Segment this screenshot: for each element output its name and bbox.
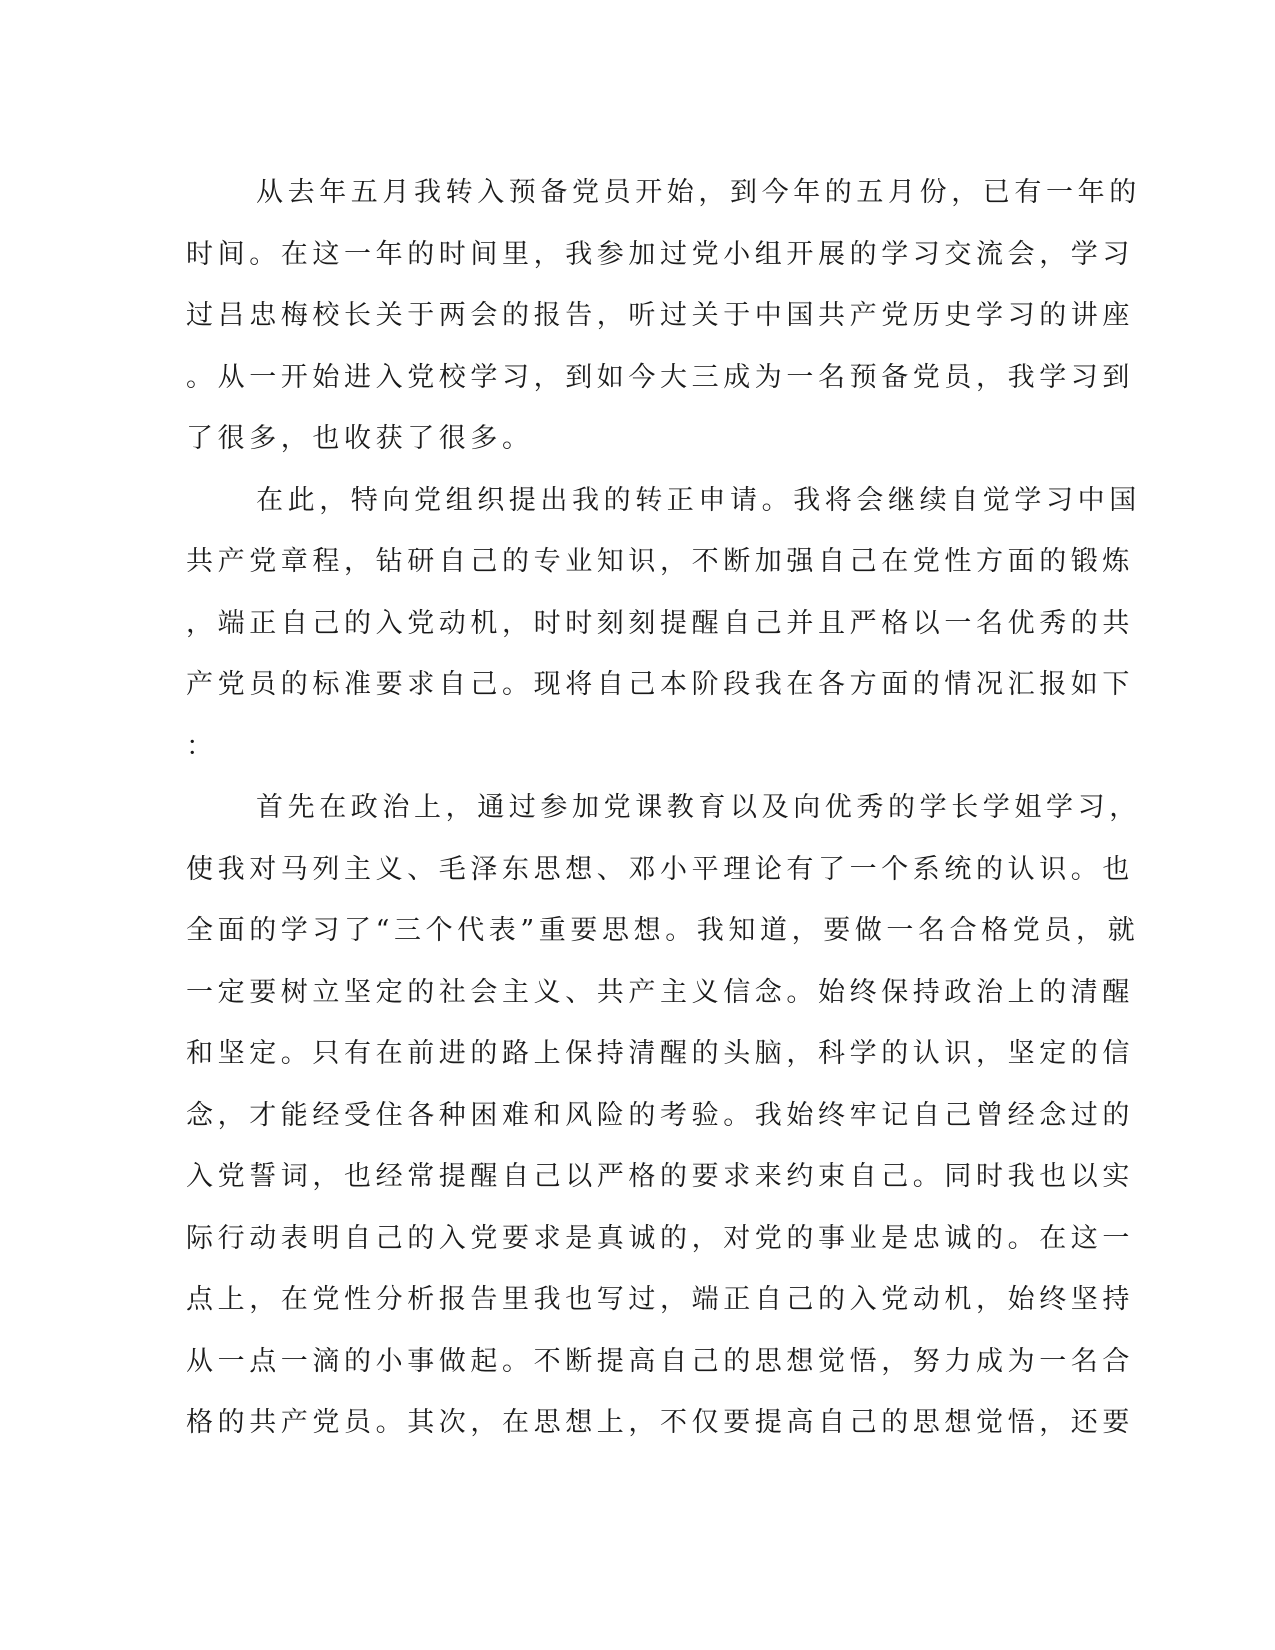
text-line: 际行动表明自己的入党要求是真诚的，对党的事业是忠诚的。在这一 — [186, 1222, 1134, 1254]
text-line: 在此，特向党组织提出我的转正申请。我将会继续自觉学习中国 — [256, 484, 1141, 516]
text-line: 从去年五月我转入预备党员开始，到今年的五月份，已有一年的 — [256, 177, 1141, 208]
text-line: 。从一开始进入党校学习，到如今大三成为一名预备党员，我学习到 — [186, 361, 1134, 393]
text-line: 从一点一滴的小事做起。不断提高自己的思想觉悟，努力成为一名合 — [186, 1345, 1134, 1377]
text-line: ： — [186, 730, 218, 762]
text-line: 使我对马列主义、毛泽东思想、邓小平理论有了一个系统的认识。也 — [186, 853, 1134, 885]
text-line: 了很多，也收获了很多。 — [186, 423, 534, 454]
text-line: 首先在政治上，通过参加党课教育以及向优秀的学长学姐学习， — [256, 792, 1141, 823]
text-line: 点上，在党性分析报告里我也写过，端正自己的入党动机，始终坚持 — [186, 1284, 1134, 1315]
text-line: 时间。在这一年的时间里，我参加过党小组开展的学习交流会，学习 — [186, 238, 1134, 270]
text-line: 一定要树立坚定的社会主义、共产主义信念。始终保持政治上的清醒 — [186, 976, 1134, 1008]
text-line: 念，才能经受住各种困难和风险的考验。我始终牢记自己曾经念过的 — [186, 1099, 1134, 1131]
text-line: 入党誓词，也经常提醒自己以严格的要求来约束自己。同时我也以实 — [186, 1161, 1134, 1192]
text-line: 和坚定。只有在前进的路上保持清醒的头脑，科学的认识，坚定的信 — [186, 1038, 1134, 1069]
text-line: 产党员的标准要求自己。现将自己本阶段我在各方面的情况汇报如下 — [186, 669, 1134, 700]
text-line: 全面的学习了“三个代表”重要思想。我知道，要做一名合格党员，就 — [186, 915, 1140, 946]
text-line: ，端正自己的入党动机，时时刻刻提醒自己并且严格以一名优秀的共 — [186, 607, 1134, 639]
text-line: 格的共产党员。其次，在思想上，不仅要提高自己的思想觉悟，还要 — [186, 1407, 1134, 1438]
text-line: 过吕忠梅校长关于两会的报告，听过关于中国共产党历史学习的讲座 — [186, 300, 1134, 331]
text-line: 共产党章程，钻研自己的专业知识，不断加强自己在党性方面的锻炼 — [186, 546, 1134, 577]
document-body — [186, 162, 1141, 1454]
